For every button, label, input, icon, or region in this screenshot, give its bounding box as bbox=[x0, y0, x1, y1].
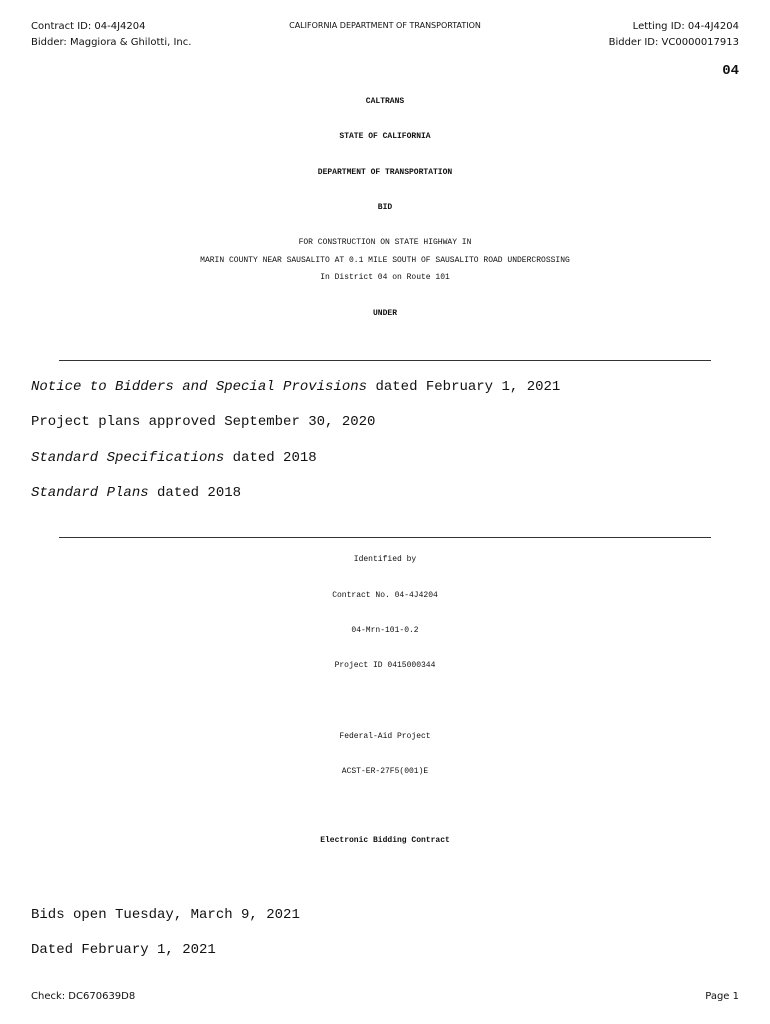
construction-line-1: FOR CONSTRUCTION ON STATE HIGHWAY IN bbox=[298, 238, 472, 247]
route-code: 04-Mrn-101-0.2 bbox=[351, 626, 419, 635]
construction-line-2: MARIN COUNTY NEAR SAUSALITO AT 0.1 MILE SOUTH OF SAUSALITO ROAD UNDERCROSSING bbox=[200, 256, 570, 265]
page-number: Page 1 bbox=[705, 991, 739, 1002]
divider-bottom bbox=[59, 537, 711, 538]
contract-id: Contract ID: 04-4J4204 bbox=[31, 21, 146, 32]
standard-specifications-line bbox=[31, 450, 317, 466]
check-code: Check: DC670639D8 bbox=[31, 991, 136, 1002]
title-bid: BID bbox=[377, 203, 393, 212]
standard-specifications-date: dated 2018 bbox=[224, 450, 317, 466]
department-header: CALIFORNIA DEPARTMENT OF TRANSPORTATION bbox=[289, 21, 481, 30]
identified-by: Identified by bbox=[353, 555, 417, 564]
federal-aid-label: Federal-Aid Project bbox=[339, 732, 431, 741]
letting-id: Letting ID: 04-4J4204 bbox=[632, 21, 739, 32]
notice-date: dated February 1, 2021 bbox=[367, 379, 561, 395]
standard-plans-date: dated 2018 bbox=[148, 485, 242, 501]
bidder-id: Bidder ID: VC0000017913 bbox=[608, 37, 739, 48]
notice-line bbox=[31, 379, 560, 395]
federal-aid-number: ACST-ER-27F5(001)E bbox=[341, 767, 429, 776]
construction-line-3: In District 04 on Route 101 bbox=[320, 273, 450, 282]
district-code: 04 bbox=[722, 63, 739, 79]
bids-open-date: Bids open Tuesday, March 9, 2021 bbox=[31, 907, 300, 923]
standard-specifications-title: Standard Specifications bbox=[31, 450, 225, 466]
divider-top bbox=[59, 360, 711, 361]
bidder-name: Bidder: Maggiora & Ghilotti, Inc. bbox=[31, 37, 192, 48]
title-caltrans: CALTRANS bbox=[365, 97, 405, 106]
plans-line: Project plans approved September 30, 2020 bbox=[31, 414, 376, 430]
standard-plans-line bbox=[31, 485, 241, 501]
title-state: STATE OF CALIFORNIA bbox=[339, 132, 431, 141]
electronic-bidding-title: Electronic Bidding Contract bbox=[320, 836, 450, 845]
contract-number: Contract No. 04-4J4204 bbox=[332, 591, 438, 600]
project-id: Project ID 0415000344 bbox=[334, 661, 436, 670]
dated-line: Dated February 1, 2021 bbox=[31, 942, 216, 958]
standard-plans-title: Standard Plans bbox=[31, 485, 149, 501]
under-label: UNDER bbox=[372, 309, 397, 318]
notice-title: Notice to Bidders and Special Provisions bbox=[31, 379, 368, 395]
title-department: DEPARTMENT OF TRANSPORTATION bbox=[317, 168, 453, 177]
